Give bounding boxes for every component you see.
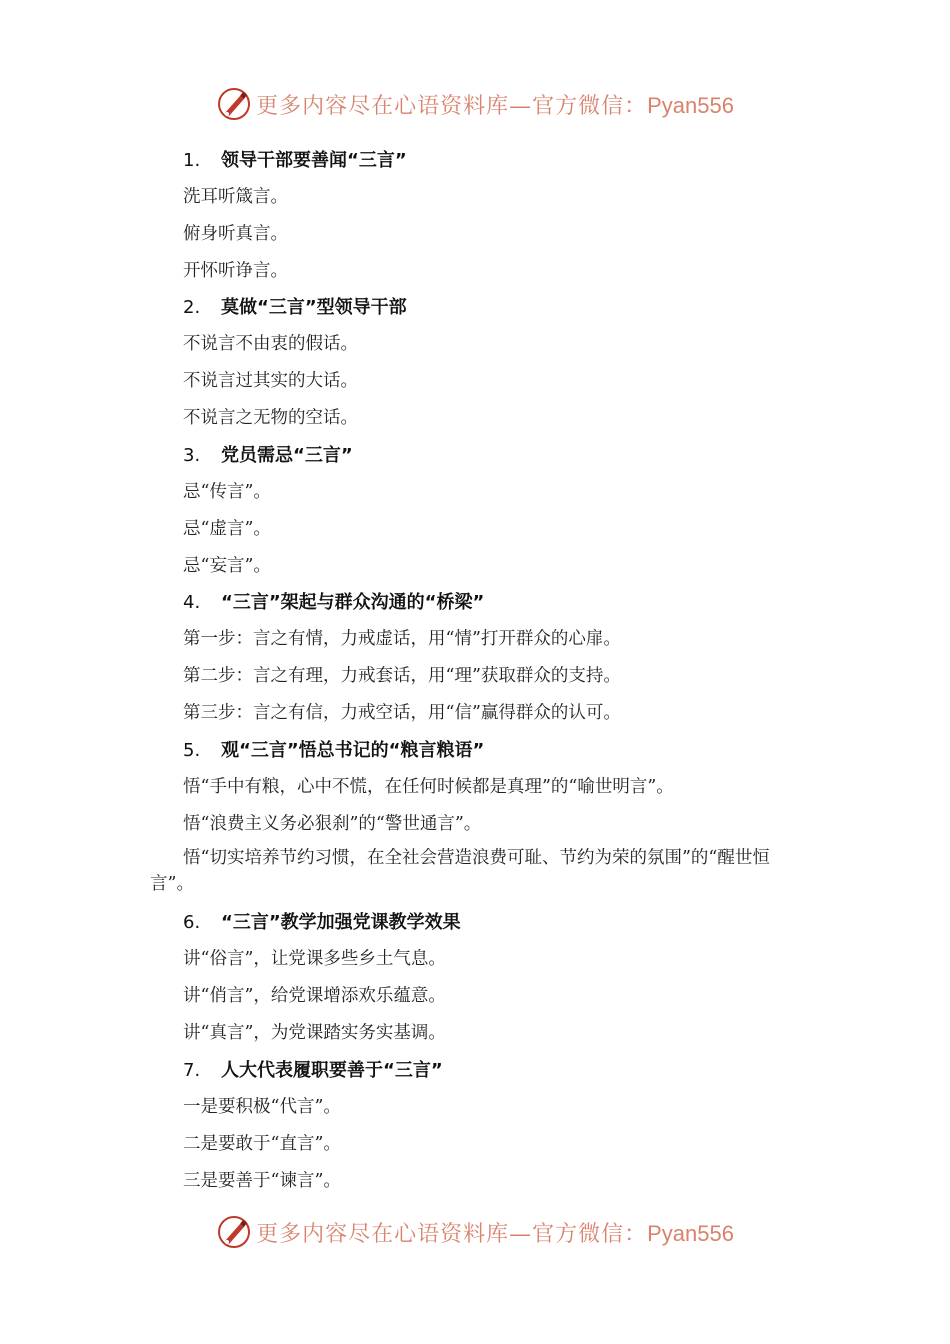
list-item: 二是要敢于“直言”。 [183,1134,341,1154]
list-item: 洗耳听箴言。 [183,187,288,207]
list-item: 第一步：言之有情，力戒虚话，用“情”打开群众的心扉。 [183,629,621,649]
section-heading: 2. 莫做“三言”型领导干部 [183,297,407,318]
list-item-wrapped: 悟“切实培养节约习惯，在全社会营造浪费可耻、节约为荣的氛围”的“醒世恒言”。 [150,848,770,894]
footer-watermark [0,1212,950,1252]
section-heading: 3. 党员需忌“三言” [183,445,353,466]
list-item: 忌“传言”。 [183,482,271,502]
list-item: 俯身听真言。 [183,224,288,244]
section-heading: 4. “三言”架起与群众沟通的“桥梁” [183,592,485,613]
list-item: 第三步：言之有信，力戒空话，用“信”赢得群众的认可。 [183,703,621,723]
list-item: 开怀听诤言。 [183,261,288,281]
pen-logo-icon [216,1214,252,1250]
section-heading: 1. 领导干部要善闻“三言” [183,150,407,171]
section-heading: 6. “三言”教学加强党课教学效果 [183,912,461,933]
list-item: 悟“浪费主义务必狠刹”的“警世通言”。 [183,814,482,834]
section-heading: 5. 观“三言”悟总书记的“粮言粮语” [183,740,485,761]
list-item: 讲“俏言”，给党课增添欢乐蕴意。 [183,986,446,1006]
section-heading: 7. 人大代表履职要善于“三言” [183,1060,443,1081]
list-item: 忌“虚言”。 [183,519,271,539]
list-item: 忌“妄言”。 [183,556,271,576]
list-item: 一是要积极“代言”。 [183,1097,341,1117]
list-item: 三是要善于“谏言”。 [183,1171,341,1191]
list-item: 讲“俗言”，让党课多些乡土气息。 [183,949,446,969]
list-item: 悟“手中有粮，心中不慌，在任何时候都是真理”的“喻世明言”。 [183,777,674,797]
list-item: 讲“真言”，为党课踏实务实基调。 [183,1023,446,1043]
watermark-text: 更多内容尽在心语资料库—官方微信：Pyan556 [256,1220,734,1247]
header-watermark [0,84,950,124]
watermark-text: 更多内容尽在心语资料库—官方微信：Pyan556 [256,92,734,119]
list-item: 不说言之无物的空话。 [183,408,358,428]
pen-logo-icon [216,86,252,122]
list-item: 不说言过其实的大话。 [183,371,358,391]
list-item: 第二步：言之有理，力戒套话，用“理”获取群众的支持。 [183,666,621,686]
wechat-id: Pyan556 [647,1220,734,1246]
list-item: 不说言不由衷的假话。 [183,334,358,354]
wechat-id: Pyan556 [647,92,734,118]
